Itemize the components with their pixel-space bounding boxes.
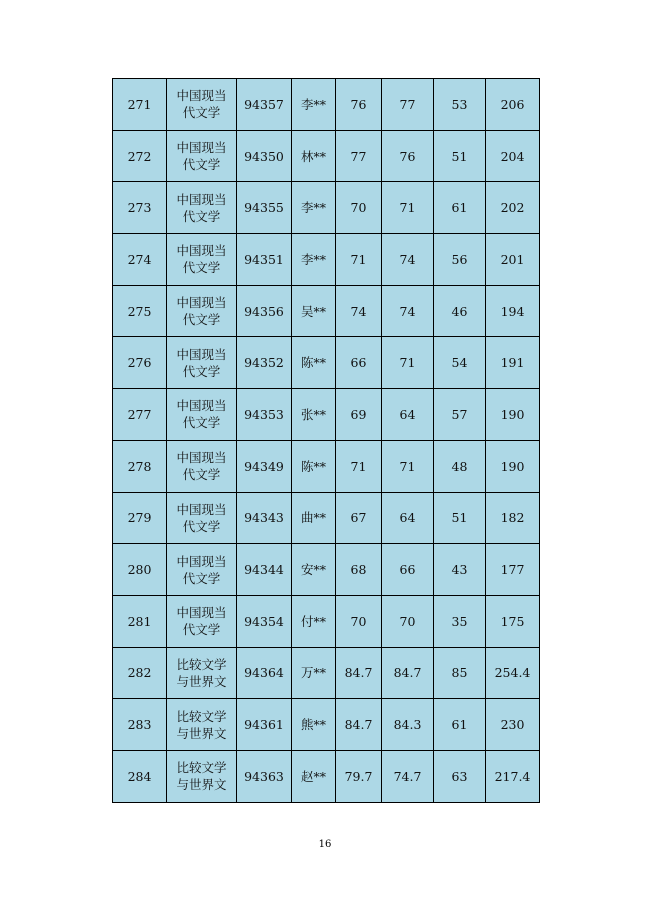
row-number-cell: 277 — [113, 389, 167, 441]
score-1-cell: 66 — [336, 337, 382, 389]
score-2-cell: 84.7 — [382, 647, 434, 699]
score-3-cell: 51 — [434, 130, 486, 182]
score-3-cell: 51 — [434, 492, 486, 544]
row-number-cell: 282 — [113, 647, 167, 699]
major-cell — [167, 492, 237, 544]
total-cell: 204 — [486, 130, 540, 182]
score-2-cell: 71 — [382, 337, 434, 389]
score-1-cell: 77 — [336, 130, 382, 182]
major-cell — [167, 182, 237, 234]
total-cell: 254.4 — [486, 647, 540, 699]
name-cell: 陈** — [292, 337, 336, 389]
total-cell: 190 — [486, 440, 540, 492]
score-3-cell: 53 — [434, 79, 486, 131]
name-cell: 付** — [292, 595, 336, 647]
code-cell: 94349 — [237, 440, 292, 492]
name-cell: 李** — [292, 234, 336, 286]
code-cell: 94350 — [237, 130, 292, 182]
major-label: 中国现当代文学 — [176, 346, 227, 379]
score-2-cell: 84.3 — [382, 699, 434, 751]
score-1-cell: 67 — [336, 492, 382, 544]
score-2-cell: 66 — [382, 544, 434, 596]
major-cell — [167, 440, 237, 492]
table-row — [113, 130, 540, 182]
row-number-cell: 281 — [113, 595, 167, 647]
table-row — [113, 337, 540, 389]
major-label: 中国现当代文学 — [176, 191, 227, 224]
name-cell: 赵** — [292, 750, 336, 802]
major-cell — [167, 79, 237, 131]
score-2-cell: 74 — [382, 285, 434, 337]
code-cell: 94363 — [237, 750, 292, 802]
major-cell — [167, 234, 237, 286]
score-2-cell: 64 — [382, 492, 434, 544]
table-row — [113, 492, 540, 544]
total-cell: 182 — [486, 492, 540, 544]
total-cell: 201 — [486, 234, 540, 286]
score-3-cell: 57 — [434, 389, 486, 441]
score-2-cell: 71 — [382, 440, 434, 492]
code-cell: 94354 — [237, 595, 292, 647]
major-label: 中国现当代文学 — [176, 450, 227, 483]
name-cell: 李** — [292, 182, 336, 234]
name-cell: 吴** — [292, 285, 336, 337]
major-label: 比较文学与世界文 — [176, 760, 227, 793]
total-cell: 194 — [486, 285, 540, 337]
score-3-cell: 46 — [434, 285, 486, 337]
name-cell: 林** — [292, 130, 336, 182]
code-cell: 94343 — [237, 492, 292, 544]
row-number-cell: 284 — [113, 750, 167, 802]
total-cell: 175 — [486, 595, 540, 647]
score-2-cell: 74 — [382, 234, 434, 286]
major-cell — [167, 337, 237, 389]
major-label: 中国现当代文学 — [176, 501, 227, 534]
score-1-cell: 69 — [336, 389, 382, 441]
score-1-cell: 71 — [336, 440, 382, 492]
code-cell: 94351 — [237, 234, 292, 286]
table-row — [113, 440, 540, 492]
row-number-cell: 274 — [113, 234, 167, 286]
row-number-cell: 278 — [113, 440, 167, 492]
major-cell — [167, 130, 237, 182]
score-3-cell: 48 — [434, 440, 486, 492]
major-cell — [167, 285, 237, 337]
code-cell: 94355 — [237, 182, 292, 234]
major-cell — [167, 647, 237, 699]
table-row — [113, 647, 540, 699]
score-3-cell: 56 — [434, 234, 486, 286]
total-cell: 190 — [486, 389, 540, 441]
code-cell: 94361 — [237, 699, 292, 751]
row-number-cell: 273 — [113, 182, 167, 234]
name-cell: 陈** — [292, 440, 336, 492]
row-number-cell: 276 — [113, 337, 167, 389]
score-2-cell: 76 — [382, 130, 434, 182]
score-table — [112, 78, 540, 803]
total-cell: 202 — [486, 182, 540, 234]
score-1-cell: 68 — [336, 544, 382, 596]
score-1-cell: 71 — [336, 234, 382, 286]
table-row — [113, 234, 540, 286]
code-cell: 94352 — [237, 337, 292, 389]
score-1-cell: 70 — [336, 182, 382, 234]
score-1-cell: 74 — [336, 285, 382, 337]
row-number-cell: 271 — [113, 79, 167, 131]
table-row — [113, 182, 540, 234]
major-label: 中国现当代文学 — [176, 605, 227, 638]
score-2-cell: 64 — [382, 389, 434, 441]
score-3-cell: 54 — [434, 337, 486, 389]
total-cell: 230 — [486, 699, 540, 751]
page-number: 16 — [318, 839, 332, 850]
major-label: 中国现当代文学 — [176, 140, 227, 173]
major-cell — [167, 389, 237, 441]
table-row — [113, 595, 540, 647]
code-cell: 94353 — [237, 389, 292, 441]
score-2-cell: 77 — [382, 79, 434, 131]
major-cell — [167, 595, 237, 647]
major-label: 中国现当代文学 — [176, 553, 227, 586]
major-label: 中国现当代文学 — [176, 88, 227, 121]
score-3-cell: 35 — [434, 595, 486, 647]
total-cell: 177 — [486, 544, 540, 596]
score-3-cell: 85 — [434, 647, 486, 699]
score-2-cell: 70 — [382, 595, 434, 647]
score-2-cell: 74.7 — [382, 750, 434, 802]
table-row — [113, 79, 540, 131]
code-cell: 94356 — [237, 285, 292, 337]
total-cell: 217.4 — [486, 750, 540, 802]
name-cell: 曲** — [292, 492, 336, 544]
score-3-cell: 61 — [434, 699, 486, 751]
score-1-cell: 70 — [336, 595, 382, 647]
row-number-cell: 272 — [113, 130, 167, 182]
name-cell: 张** — [292, 389, 336, 441]
major-label: 比较文学与世界文 — [176, 708, 227, 741]
name-cell: 万** — [292, 647, 336, 699]
score-2-cell: 71 — [382, 182, 434, 234]
row-number-cell: 279 — [113, 492, 167, 544]
score-1-cell: 79.7 — [336, 750, 382, 802]
total-cell: 206 — [486, 79, 540, 131]
score-3-cell: 61 — [434, 182, 486, 234]
table-row — [113, 750, 540, 802]
major-cell — [167, 544, 237, 596]
score-3-cell: 43 — [434, 544, 486, 596]
table-row — [113, 285, 540, 337]
code-cell: 94357 — [237, 79, 292, 131]
name-cell: 安** — [292, 544, 336, 596]
name-cell: 熊** — [292, 699, 336, 751]
table-row — [113, 544, 540, 596]
table-body — [113, 79, 540, 803]
major-label: 中国现当代文学 — [176, 398, 227, 431]
score-1-cell: 76 — [336, 79, 382, 131]
name-cell: 李** — [292, 79, 336, 131]
major-cell — [167, 699, 237, 751]
row-number-cell: 280 — [113, 544, 167, 596]
table-row — [113, 699, 540, 751]
major-label: 比较文学与世界文 — [176, 656, 227, 689]
major-label: 中国现当代文学 — [176, 295, 227, 328]
row-number-cell: 283 — [113, 699, 167, 751]
score-1-cell: 84.7 — [336, 647, 382, 699]
table-row — [113, 389, 540, 441]
row-number-cell: 275 — [113, 285, 167, 337]
major-cell — [167, 750, 237, 802]
code-cell: 94364 — [237, 647, 292, 699]
code-cell: 94344 — [237, 544, 292, 596]
score-3-cell: 63 — [434, 750, 486, 802]
total-cell: 191 — [486, 337, 540, 389]
major-label: 中国现当代文学 — [176, 243, 227, 276]
score-1-cell: 84.7 — [336, 699, 382, 751]
